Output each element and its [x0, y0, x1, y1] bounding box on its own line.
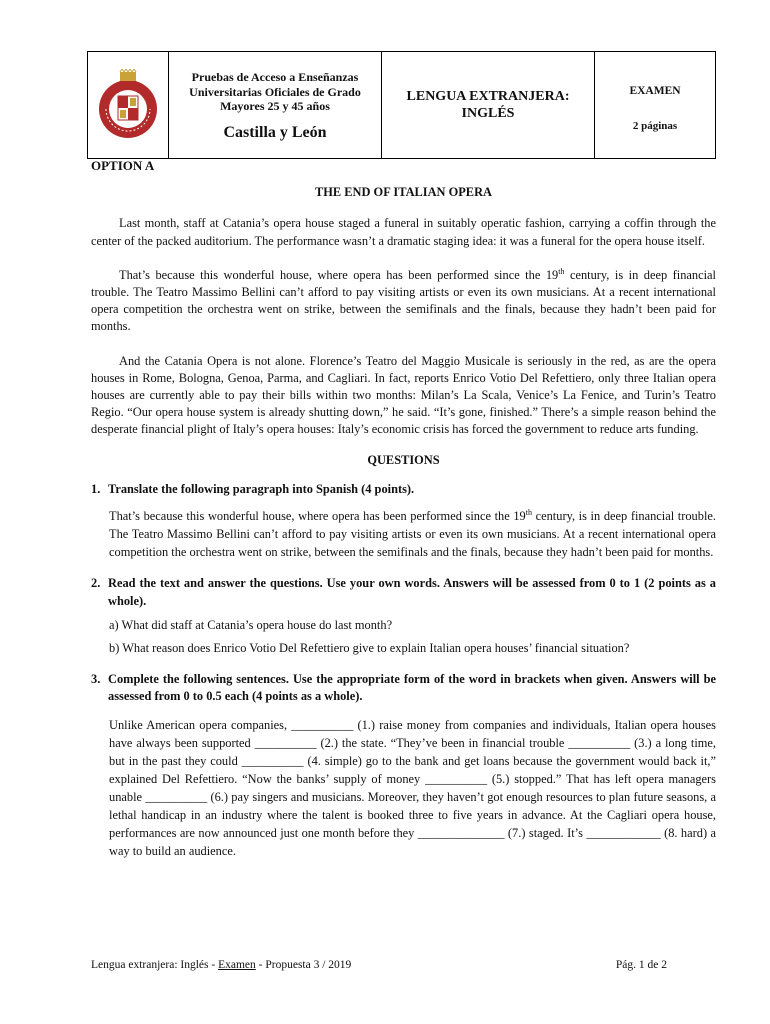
- p2-text-a: That’s because this wonderful house, where opera has been performed since the 19: [119, 267, 559, 282]
- question-2-text: Read the text and answer the questions. Use your own words. Answers will be assessed from 0 to 1 (2 points as a whole).: [108, 576, 716, 608]
- article-title: THE END OF ITALIAN OPERA: [315, 185, 492, 200]
- option-heading: OPTION A: [91, 158, 155, 173]
- question-3-sentences: Unlike American opera companies, __________ (1.) raise money from companies and individuals, Italian opera houses have always been supported __________ (2.) the state. “They’ve been in financial trouble __________ (3.) a long time, but in the past they could __________ (4. simple) go to the bank and get loans because the government would back it,” explained Del Refettiero. “Now the banks’ supply of money __________ (5.) stopped.” That has left opera managers unable __________ (6.) pay singers and musicians. Moreover, they haven’t got enough resources to plan future seasons, a lethal handicap in an industry where the talent is booked three to five years in advance. At the Cagliari opera house, performances are now announced just one month before they ______________ (7.) staged. It’s ____________ (8. hard) a way to build an audience.: [109, 717, 716, 858]
- institution-line-3: Mayores 25 y 45 años: [220, 99, 330, 113]
- footer-left-b: - Propuesta 3 / 2019: [255, 959, 352, 971]
- page-footer: [91, 957, 667, 974]
- quote-superscript: th: [525, 507, 532, 517]
- subject-line-2: INGLÉS: [461, 106, 515, 121]
- university-logo-cell: [88, 52, 169, 158]
- questions-heading: QUESTIONS: [367, 452, 440, 467]
- institution-line-1: Pruebas de Acceso a Enseñanzas: [191, 70, 359, 84]
- question-3-number: 3.: [91, 672, 101, 687]
- footer-left-a: Lengua extranjera: Inglés -: [91, 959, 219, 971]
- footer-left: [91, 957, 351, 974]
- institution-line-2: Universitarias Oficiales de Grado: [189, 84, 361, 99]
- question-3: [91, 671, 716, 705]
- question-3-text: Complete the following sentences. Use the appropriate form of the word in brackets when given. Answers will be assessed from 0 to 0.5 each (4 points as a whole).: [108, 672, 716, 704]
- p2-superscript: th: [558, 266, 565, 276]
- question-2: [91, 575, 716, 609]
- subject-cell: [382, 52, 595, 158]
- p2-text-b: century, is in deep financial trouble. The Teatro Massimo Bellini can’t afford to pay visiting artists or even its own musicians. At a recent international opera competition the orchestra went on strike, between the semifinals and the finals, because they hadn’t been paid for months.: [91, 267, 716, 334]
- article-paragraph-2: [91, 267, 716, 336]
- question-1-text: Translate the following paragraph into Spanish (4 points).: [108, 481, 415, 496]
- question-2-number: 2.: [91, 576, 101, 591]
- footer-page-number: Pág. 1 de 2: [615, 959, 667, 971]
- exam-header: [87, 51, 716, 159]
- quote-text-a: That’s because this wonderful house, where opera has been performed since the 19: [109, 509, 526, 524]
- question-1-quote: [109, 508, 716, 561]
- quote-text-b: century, is in deep financial trouble. The Teatro Massimo Bellini can’t afford to pay visiting artists or even its own musicians. At a recent international opera competition the orchestra went on strike, between the semifinals and the finals, because they hadn’t been paid for months.: [109, 509, 716, 559]
- question-2a: a) What did staff at Catania’s opera house do last month?: [109, 617, 393, 632]
- exam-content: [91, 157, 716, 860]
- article-paragraph-1: Last month, staff at Catania’s opera house staged a funeral in suitably operatic fashion, carrying a coffin through the center of the packed auditorium. The performance wasn’t a dramatic staging idea: it was a funeral for the opera house itself.: [91, 216, 716, 248]
- exam-label: EXAMEN: [629, 85, 681, 97]
- subject-line-1: LENGUA EXTRANJERA:: [406, 89, 570, 104]
- question-2b: b) What reason does Enrico Votio Del Refettiero give to explain Italian opera houses’ financial situation?: [109, 641, 630, 656]
- footer-exam-word: Examen: [218, 959, 256, 971]
- page-count: 2 páginas: [632, 120, 678, 133]
- exam-cell: [595, 52, 715, 158]
- article-paragraph-3: And the Catania Opera is not alone. Florence’s Teatro del Maggio Musicale is seriously in the red, as are the opera houses in Rome, Bologna, Genoa, Parma, and Cagliari. In fact, reports Enrico Votio Del Refettiero, only three Italian opera houses are currently able to pay their bills within two months: Milan’s La Scala, Venice’s La Fenice, and Turin’s Teatro Regio. “Our opera house system is already shutting down,” he said. “It’s gone, finished.” There’s a simple reason behind the desperate financial plight of Italy’s opera houses: Italy’s economic crisis has forced the government to reduce arts funding.: [91, 353, 716, 437]
- university-seal-icon: [93, 69, 163, 141]
- institution-cell: [169, 52, 382, 158]
- question-1: [91, 481, 716, 498]
- question-1-number: 1.: [91, 481, 101, 496]
- region-name: Castilla y León: [223, 123, 327, 141]
